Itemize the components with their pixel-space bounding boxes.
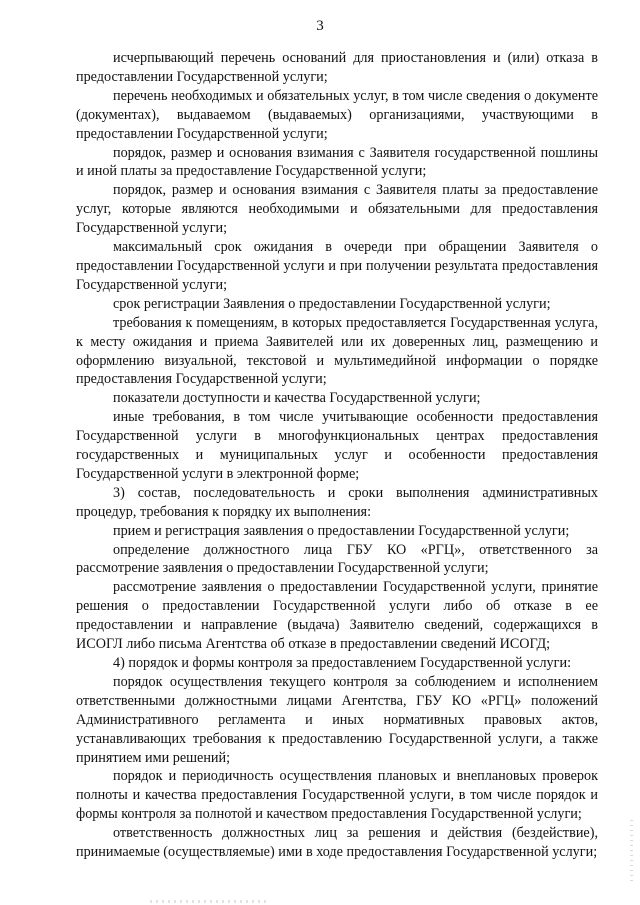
paragraph-11: прием и регистрация заявления о предоставлении Государственной услуги; xyxy=(113,522,570,539)
page-number: 3 xyxy=(316,18,324,34)
paragraph-14: 4) порядок и формы контроля за предоставлением Государственной услуги: xyxy=(113,655,572,671)
paragraph-2: перечень необходимых и обязательных услуг, в том числе сведения о документе (документах), выдаваемом (выдаваемых) организациями, участвующими в предоставлении Государственной услуги; xyxy=(76,87,598,142)
paragraph-16: порядок и периодичность осуществления плановых и внеплановых проверок полноты и качества предоставления Государственной услуги, в том числе порядок и формы контроля за полнотой и качеством предоставления Государственной услуги; xyxy=(76,768,598,823)
scan-artifact-bottom xyxy=(150,900,270,903)
paragraph-9: иные требования, в том числе учитывающие особенности предоставления Государственной услуги в многофункциональных центрах предоставления государственных и муниципальных услуг и особенности предоставления Государственной услуги в электронной форме; xyxy=(76,409,598,482)
paragraph-7: требования к помещениям, в которых предоставляется Государственная услуга, к месту ожидания и приема Заявителей или их доверенных лиц, размещению и оформлению визуальной, текстовой и мультимедийной информации о порядке предоставления Государственной услуги; xyxy=(76,314,598,388)
paragraph-1: исчерпывающий перечень оснований для приостановления и (или) отказа в предоставлении Государственной услуги; xyxy=(76,50,598,85)
paragraph-10: 3) состав, последовательность и сроки выполнения административных процедур, требования к порядку их выполнения: xyxy=(76,484,598,520)
paragraph-6: срок регистрации Заявления о предоставлении Государственной услуги; xyxy=(113,295,551,312)
document-body xyxy=(76,49,598,862)
paragraph-8: показатели доступности и качества Государственной услуги; xyxy=(113,390,481,407)
scan-artifact-mark xyxy=(630,820,633,882)
paragraph-3: порядок, размер и основания взимания с Заявителя государственной пошлины и иной платы за предоставление Государственной услуги; xyxy=(76,144,598,180)
paragraph-13: рассмотрение заявления о предоставлении Государственной услуги, принятие решения о предоставлении Государственной услуги либо об отказе в ее предоставлении и направление (выдача) Заявителю сведений, содержащихся в ИСОГЛ либо письма Агентства об отказе в предоставлении сведений ИСОГД; xyxy=(76,579,598,653)
paragraph-4: порядок, размер и основания взимания с Заявителя платы за предоставление услуг, которые являются необходимыми и обязательными для предоставления Государственной услуги; xyxy=(76,182,598,237)
paragraph-12: определение должностного лица ГБУ КО «РГЦ», ответственного за рассмотрение заявления о предоставлении Государственной услуги; xyxy=(76,541,598,577)
paragraph-15: порядок осуществления текущего контроля за соблюдением и исполнением ответственными должностными лицами Агентства, ГБУ КО «РГЦ» положений Административного регламента и иных нормативных правовых актов, устанавливающих требования к предоставлению Государственной услуги, а также принятием ими решений; xyxy=(76,673,598,766)
paragraph-5: максимальный срок ожидания в очереди при обращении Заявителя о предоставлении Государственной услуги и при получении результата предоставления Государственной услуги; xyxy=(76,239,598,293)
paragraph-17: ответственность должностных лиц за решения и действия (бездействие), принимаемые (осуществляемые) ими в ходе предоставления Государственной услуги; xyxy=(76,825,598,861)
